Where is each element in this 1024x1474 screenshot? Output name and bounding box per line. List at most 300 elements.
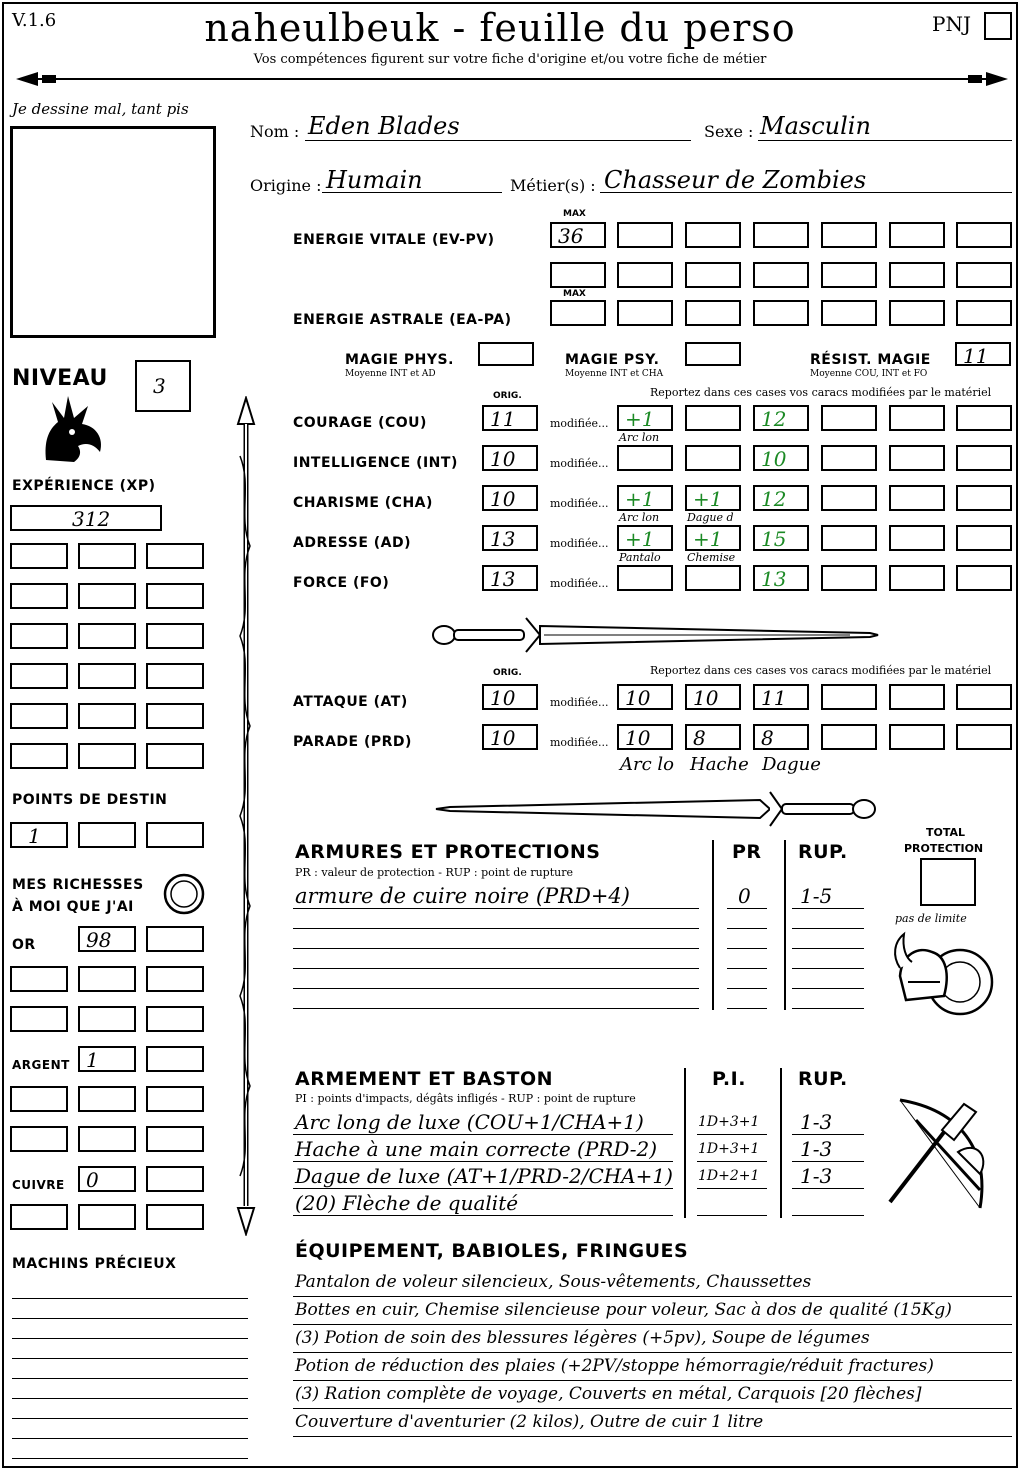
stat-label: INTELLIGENCE (INT): [293, 455, 458, 471]
armor-pr-line[interactable]: [727, 948, 767, 949]
stat-mod-box-6[interactable]: [956, 525, 1012, 551]
combat-mod-box-3[interactable]: [753, 684, 809, 710]
stat-mod-box-3-value: 12: [761, 407, 787, 431]
stat-orig-box-value: 13: [490, 527, 516, 551]
xp-box-1-3[interactable]: [146, 543, 204, 569]
weapons-divider-2: [780, 1068, 782, 1218]
weapon-item-rup[interactable]: 1-3: [800, 1137, 833, 1161]
stat-mod-box-5[interactable]: [889, 565, 945, 591]
stat-mod-box-4[interactable]: [821, 405, 877, 431]
staff-icon: [226, 396, 266, 1236]
magic-psy-sub: Moyenne INT et CHA: [565, 369, 664, 379]
ev-box-6[interactable]: [956, 222, 1012, 248]
combat-mod-box-2-value: 8: [693, 726, 706, 750]
precious-line[interactable]: [12, 1398, 248, 1399]
xp-box[interactable]: [10, 505, 162, 531]
combat-mod-box-1[interactable]: [617, 724, 673, 750]
stat-modif-label: modifiée...: [550, 417, 609, 430]
weapon-item-pi[interactable]: 1D+3+1: [698, 1114, 760, 1130]
stat-mod-box-1-value: +1: [625, 407, 655, 431]
xp-value: 312: [72, 507, 111, 531]
combat-mod-box-6[interactable]: [956, 724, 1012, 750]
wealth-box-1-2-value: 98: [86, 928, 112, 952]
combat-caption-1: Arc lo: [620, 754, 674, 775]
silver-label: ARGENT: [12, 1058, 70, 1072]
armor-name-line[interactable]: [293, 928, 699, 929]
ev-box2-6[interactable]: [889, 262, 945, 288]
weapon-pi-line[interactable]: [697, 1215, 767, 1216]
armor-pr-line[interactable]: [727, 908, 767, 909]
ev-box2-1[interactable]: [550, 262, 606, 288]
weapons-title: ARMEMENT ET BASTON: [295, 1068, 554, 1090]
equipment-line[interactable]: [293, 1380, 1012, 1381]
weapon-rup-line[interactable]: [792, 1215, 864, 1216]
stats-orig-label: ORIG.: [493, 391, 522, 401]
weapon-item-rup[interactable]: 1-3: [800, 1164, 833, 1188]
origin-line: [322, 192, 502, 193]
combat-mod-box-3-value: 8: [761, 726, 774, 750]
xp-box-5-3[interactable]: [146, 703, 204, 729]
ea-box-3[interactable]: [753, 300, 809, 326]
armor-rup-line[interactable]: [792, 1008, 864, 1009]
stat-mod-note: Dague d: [687, 511, 734, 524]
ev-max-value: 36: [558, 224, 584, 248]
xp-box-2-1[interactable]: [10, 583, 68, 609]
equipment-item[interactable]: (3) Ration complète de voyage, Couverts en métal, Carquois [20 flèches]: [295, 1384, 922, 1404]
combat-mod-box-2[interactable]: [685, 684, 741, 710]
precious-line[interactable]: [12, 1318, 248, 1319]
ea-label: ENERGIE ASTRALE (EA-PA): [293, 312, 512, 328]
xp-box-4-1[interactable]: [10, 663, 68, 689]
stat-mod-box-6[interactable]: [956, 405, 1012, 431]
stat-modif-label: modifiée...: [550, 577, 609, 590]
wealth-box-1-2[interactable]: [78, 926, 136, 952]
destiny-box-3[interactable]: [146, 822, 204, 848]
stat-mod-note: Arc lon: [619, 431, 660, 444]
weapons-divider-1: [684, 1068, 686, 1218]
armor-pr-line[interactable]: [727, 1008, 767, 1009]
weapon-item-rup[interactable]: 1-3: [800, 1110, 833, 1134]
level-box[interactable]: [135, 360, 191, 412]
armor-name-line[interactable]: [293, 988, 699, 989]
job-line: [600, 192, 1012, 193]
armor-pr-label: PR: [732, 841, 762, 863]
combat-mod-box-4[interactable]: [821, 724, 877, 750]
ea-max-label: MAX: [563, 289, 586, 299]
wealth-label-2: À MOI QUE J'AI: [12, 899, 134, 915]
weapon-item-name[interactable]: Hache à une main correcte (PRD-2): [295, 1137, 658, 1161]
xp-box-1-2[interactable]: [78, 543, 136, 569]
armor-name-line[interactable]: [293, 908, 699, 909]
coin-icon: [162, 872, 206, 916]
stat-mod-box-2[interactable]: [685, 485, 741, 511]
equipment-item[interactable]: Couverture d'aventurier (2 kilos), Outre de cuir 1 litre: [295, 1412, 764, 1432]
stat-mod-box-1[interactable]: [617, 445, 673, 471]
xp-box-6-1[interactable]: [10, 743, 68, 769]
stat-mod-box-3[interactable]: [753, 405, 809, 431]
stat-label: CHARISME (CHA): [293, 495, 433, 511]
wealth-box-6-1[interactable]: [10, 1126, 68, 1152]
combat-orig-box[interactable]: [482, 684, 538, 710]
stat-mod-box-3[interactable]: [753, 525, 809, 551]
equipment-line[interactable]: [293, 1436, 1012, 1437]
portrait-box[interactable]: [10, 126, 216, 338]
ev-box2-3[interactable]: [685, 262, 741, 288]
combat-caption-3: Dague: [762, 754, 821, 775]
xp-box-3-3[interactable]: [146, 623, 204, 649]
stat-orig-box-value: 11: [490, 407, 516, 431]
stat-mod-box-4[interactable]: [821, 485, 877, 511]
wealth-box-8-1[interactable]: [10, 1204, 68, 1230]
stat-mod-box-2-value: +1: [693, 527, 723, 551]
equipment-line[interactable]: [293, 1324, 1012, 1325]
weapon-name-line[interactable]: [293, 1161, 673, 1162]
xp-box-4-3[interactable]: [146, 663, 204, 689]
ev-box2-2[interactable]: [617, 262, 673, 288]
stat-mod-box-6[interactable]: [956, 445, 1012, 471]
ev-box2-5[interactable]: [821, 262, 877, 288]
stat-mod-box-3-value: 13: [761, 567, 787, 591]
wealth-box-3-2[interactable]: [78, 1006, 136, 1032]
wealth-box-2-3[interactable]: [146, 966, 204, 992]
weapon-name-line[interactable]: [293, 1188, 673, 1189]
stat-mod-box-1-value: +1: [625, 527, 655, 551]
magic-phys-sub: Moyenne INT et AD: [345, 369, 436, 379]
wealth-box-8-2[interactable]: [78, 1204, 136, 1230]
xp-label: EXPÉRIENCE (XP): [12, 478, 156, 494]
stat-mod-box-5[interactable]: [889, 485, 945, 511]
equipment-line[interactable]: [293, 1296, 1012, 1297]
magic-psy-box[interactable]: [685, 342, 741, 366]
combat-mod-box-1[interactable]: [617, 684, 673, 710]
stat-modif-label: modifiée...: [550, 497, 609, 510]
xp-box-3-2[interactable]: [78, 623, 136, 649]
ev-max-box[interactable]: [550, 222, 606, 248]
armor-pr-line[interactable]: [727, 988, 767, 989]
wealth-box-6-3[interactable]: [146, 1126, 204, 1152]
combat-report-note: Reportez dans ces cases vos caracs modifiées par le matériel: [650, 664, 992, 677]
level-label: NIVEAU: [12, 366, 108, 391]
helmet-shield-icon: [888, 926, 998, 1026]
ev-box-2[interactable]: [685, 222, 741, 248]
stat-orig-box-value: 13: [490, 567, 516, 591]
xp-box-5-1[interactable]: [10, 703, 68, 729]
ea-max-box[interactable]: [550, 300, 606, 326]
portrait-caption: Je dessine mal, tant pis: [12, 100, 189, 118]
stat-mod-box-3[interactable]: [753, 565, 809, 591]
equipment-line[interactable]: [293, 1352, 1012, 1353]
wealth-box-1-3[interactable]: [146, 926, 204, 952]
wealth-box-7-3[interactable]: [146, 1166, 204, 1192]
precious-line[interactable]: [12, 1418, 248, 1419]
stat-orig-box[interactable]: [482, 405, 538, 431]
armor-name-line[interactable]: [293, 948, 699, 949]
xp-box-6-3[interactable]: [146, 743, 204, 769]
stat-label: ADRESSE (AD): [293, 535, 412, 551]
weapon-item-name[interactable]: (20) Flèche de qualité: [295, 1191, 519, 1215]
gold-label: OR: [12, 937, 36, 953]
total-protection-box[interactable]: [920, 858, 976, 906]
armor-name-line[interactable]: [293, 1008, 699, 1009]
stat-orig-box[interactable]: [482, 565, 538, 591]
level-value: 3: [153, 374, 166, 398]
wealth-box-7-2[interactable]: [78, 1166, 136, 1192]
job-value[interactable]: Chasseur de Zombies: [604, 166, 867, 194]
ea-box-2[interactable]: [685, 300, 741, 326]
combat-mod-box-5[interactable]: [889, 684, 945, 710]
armor-rup-label: RUP.: [798, 841, 848, 863]
weapon-pi-line[interactable]: [697, 1188, 767, 1189]
ea-box-6[interactable]: [956, 300, 1012, 326]
combat-caption-2: Hache: [690, 754, 749, 775]
combat-modif-label: modifiée...: [550, 696, 609, 709]
ev-max-label: MAX: [563, 209, 586, 219]
wealth-box-5-3[interactable]: [146, 1086, 204, 1112]
sex-label: Sexe :: [704, 122, 754, 141]
combat-orig-box-value: 10: [490, 686, 516, 710]
weapon-pi-line[interactable]: [697, 1134, 767, 1135]
npc-label: PNJ: [932, 12, 971, 36]
stat-mod-note: Chemise: [687, 551, 736, 564]
xp-box-6-2[interactable]: [78, 743, 136, 769]
wealth-box-8-3[interactable]: [146, 1204, 204, 1230]
stat-mod-box-3[interactable]: [753, 445, 809, 471]
destiny-value: 1: [28, 824, 41, 848]
stats-report-note: Reportez dans ces cases vos caracs modifiées par le matériel: [650, 386, 992, 399]
equipment-item[interactable]: (3) Potion de soin des blessures légères (+5pv), Soupe de légumes: [295, 1328, 870, 1348]
armor-name-line[interactable]: [293, 968, 699, 969]
ev-box2-4[interactable]: [753, 262, 809, 288]
combat-mod-box-2[interactable]: [685, 724, 741, 750]
weapon-item-name[interactable]: Arc long de luxe (COU+1/CHA+1): [295, 1110, 644, 1134]
combat-label: PARADE (PRD): [293, 734, 412, 750]
origin-value[interactable]: Humain: [326, 166, 423, 194]
weapon-item-pi[interactable]: 1D+3+1: [698, 1141, 760, 1157]
wealth-box-3-1[interactable]: [10, 1006, 68, 1032]
armor-title: ARMURES ET PROTECTIONS: [295, 841, 601, 863]
xp-box-2-2[interactable]: [78, 583, 136, 609]
stat-modif-label: modifiée...: [550, 537, 609, 550]
wealth-box-4-2-value: 1: [86, 1048, 99, 1072]
stat-label: COURAGE (COU): [293, 415, 427, 431]
destiny-box-1[interactable]: [10, 822, 68, 848]
wealth-box-5-2[interactable]: [78, 1086, 136, 1112]
wealth-box-5-1[interactable]: [10, 1086, 68, 1112]
armor-rup-line[interactable]: [792, 928, 864, 929]
sheet-subtitle: Vos compétences figurent sur votre fiche d'origine et/ou votre fiche de métier: [253, 52, 767, 67]
weapons-pi-label: P.I.: [712, 1068, 746, 1090]
magic-phys-label: MAGIE PHYS.: [345, 352, 454, 368]
version-label: V.1.6: [12, 10, 57, 31]
stat-label: FORCE (FO): [293, 575, 390, 591]
combat-mod-box-1-value: 10: [625, 686, 651, 710]
wealth-box-7-2-value: 0: [86, 1168, 99, 1192]
ev-label: ENERGIE VITALE (EV-PV): [293, 232, 495, 248]
stat-mod-box-1[interactable]: [617, 565, 673, 591]
equipment-item[interactable]: Bottes en cuir, Chemise silencieuse pour voleur, Sac à dos de qualité (15Kg): [295, 1300, 952, 1320]
stat-mod-box-4[interactable]: [821, 445, 877, 471]
stat-mod-box-3[interactable]: [753, 485, 809, 511]
weapon-item-pi[interactable]: 1D+2+1: [698, 1168, 760, 1184]
stat-mod-box-5[interactable]: [889, 525, 945, 551]
origin-label: Origine :: [250, 176, 322, 195]
precious-label: MACHINS PRÉCIEUX: [12, 1256, 177, 1272]
name-line: [305, 140, 691, 141]
stat-mod-box-4[interactable]: [821, 565, 877, 591]
stat-mod-box-5[interactable]: [889, 405, 945, 431]
stat-mod-box-1[interactable]: [617, 485, 673, 511]
equipment-title: ÉQUIPEMENT, BABIOLES, FRINGUES: [295, 1240, 689, 1262]
weapon-name-line[interactable]: [293, 1215, 673, 1216]
stat-mod-box-3-value: 10: [761, 447, 787, 471]
precious-line[interactable]: [12, 1358, 248, 1359]
spear-divider: [8, 66, 1014, 92]
stat-orig-box[interactable]: [482, 485, 538, 511]
sheet-title: naheulbeuk - feuille du perso: [204, 6, 796, 50]
stat-orig-box-value: 10: [490, 487, 516, 511]
armor-rup-line[interactable]: [792, 968, 864, 969]
sex-line: [758, 140, 1012, 141]
armor-rup-line[interactable]: [792, 948, 864, 949]
armor-pr-line[interactable]: [727, 928, 767, 929]
combat-label: ATTAQUE (AT): [293, 694, 408, 710]
weapons-rup-label: RUP.: [798, 1068, 848, 1090]
combat-mod-box-5[interactable]: [889, 724, 945, 750]
stat-mod-box-2[interactable]: [685, 445, 741, 471]
weapon-name-line[interactable]: [293, 1134, 673, 1135]
combat-mod-box-2-value: 10: [693, 686, 719, 710]
stat-mod-box-6[interactable]: [956, 485, 1012, 511]
weapon-rup-line[interactable]: [792, 1161, 864, 1162]
magic-phys-box[interactable]: [478, 342, 534, 366]
combat-mod-box-6[interactable]: [956, 684, 1012, 710]
armor-rup-line[interactable]: [792, 988, 864, 989]
job-label: Métier(s) :: [510, 176, 596, 195]
total-label-2: PROTECTION: [904, 842, 984, 855]
armor-item-pr[interactable]: 0: [738, 884, 751, 908]
stat-mod-box-1[interactable]: [617, 525, 673, 551]
copper-label: CUIVRE: [12, 1178, 65, 1192]
ea-box-1[interactable]: [617, 300, 673, 326]
ev-box-3[interactable]: [753, 222, 809, 248]
total-label-1: TOTAL: [926, 826, 966, 839]
weapon-rup-line[interactable]: [792, 1188, 864, 1189]
name-value[interactable]: Eden Blades: [308, 112, 460, 140]
weapon-rup-line[interactable]: [792, 1134, 864, 1135]
wealth-box-4-2[interactable]: [78, 1046, 136, 1072]
destiny-label: POINTS DE DESTIN: [12, 792, 168, 808]
magic-resist-value: 11: [963, 344, 989, 368]
precious-line[interactable]: [12, 1298, 248, 1299]
combat-orig-box-value: 10: [490, 726, 516, 750]
precious-line[interactable]: [12, 1438, 248, 1439]
stat-mod-note: Arc lon: [619, 511, 660, 524]
armor-pr-line[interactable]: [727, 968, 767, 969]
stat-modif-label: modifiée...: [550, 457, 609, 470]
stat-orig-box[interactable]: [482, 445, 538, 471]
stat-mod-box-1-value: +1: [625, 487, 655, 511]
stat-mod-box-2[interactable]: [685, 565, 741, 591]
equipment-item[interactable]: Pantalon de voleur silencieux, Sous-vêtements, Chaussettes: [295, 1272, 812, 1292]
stat-mod-box-6[interactable]: [956, 565, 1012, 591]
wealth-box-3-3[interactable]: [146, 1006, 204, 1032]
weapon-pi-line[interactable]: [697, 1161, 767, 1162]
destiny-box-2[interactable]: [78, 822, 136, 848]
stat-orig-box-value: 10: [490, 447, 516, 471]
ev-box-5[interactable]: [889, 222, 945, 248]
ea-box-5[interactable]: [889, 300, 945, 326]
stat-orig-box[interactable]: [482, 525, 538, 551]
equipment-line[interactable]: [293, 1408, 1012, 1409]
magic-resist-label: RÉSIST. MAGIE: [810, 352, 931, 368]
combat-mod-box-4[interactable]: [821, 684, 877, 710]
name-label: Nom :: [250, 122, 300, 141]
equipment-item[interactable]: Potion de réduction des plaies (+2PV/stoppe hémorragie/réduit fractures): [295, 1356, 934, 1376]
stat-mod-box-1[interactable]: [617, 405, 673, 431]
stat-mod-box-2[interactable]: [685, 525, 741, 551]
stat-mod-box-5[interactable]: [889, 445, 945, 471]
sword-icon: [430, 612, 880, 658]
magic-resist-box[interactable]: [955, 342, 1011, 366]
wealth-box-6-2[interactable]: [78, 1126, 136, 1152]
precious-line[interactable]: [12, 1458, 248, 1459]
stat-mod-box-3-value: 12: [761, 487, 787, 511]
stat-mod-box-3-value: 15: [761, 527, 787, 551]
magic-psy-label: MAGIE PSY.: [565, 352, 660, 368]
combat-orig-box[interactable]: [482, 724, 538, 750]
armor-sub: PR : valeur de protection - RUP : point de rupture: [295, 866, 573, 879]
combat-orig-label: ORIG.: [493, 668, 522, 678]
ea-box-4[interactable]: [821, 300, 877, 326]
combat-mod-box-3-value: 11: [761, 686, 787, 710]
precious-line[interactable]: [12, 1378, 248, 1379]
stat-mod-note: Pantalo: [619, 551, 661, 564]
weapons-icon: [880, 1090, 1000, 1215]
magic-resist-sub: Moyenne COU, INT et FO: [810, 369, 928, 379]
wealth-label-1: MES RICHESSES: [12, 877, 144, 893]
sex-value[interactable]: Masculin: [760, 112, 871, 140]
armor-item-rup[interactable]: 1-5: [800, 884, 833, 908]
armor-item-name[interactable]: armure de cuire noire (PRD+4): [295, 884, 630, 908]
xp-box-4-2[interactable]: [78, 663, 136, 689]
xp-box-1-1[interactable]: [10, 543, 68, 569]
dragon-icon: [38, 392, 108, 464]
ev-box-1[interactable]: [617, 222, 673, 248]
weapon-item-name[interactable]: Dague de luxe (AT+1/PRD-2/CHA+1): [295, 1164, 673, 1188]
xp-box-3-1[interactable]: [10, 623, 68, 649]
combat-modif-label: modifiée...: [550, 736, 609, 749]
xp-box-2-3[interactable]: [146, 583, 204, 609]
armor-rup-line[interactable]: [792, 908, 864, 909]
wealth-box-2-2[interactable]: [78, 966, 136, 992]
armor-divider-1: [712, 840, 714, 1010]
stat-mod-box-2[interactable]: [685, 405, 741, 431]
weapons-sub: PI : points d'impacts, dégâts infligés - RUP : point de rupture: [295, 1092, 636, 1105]
xp-box-5-2[interactable]: [78, 703, 136, 729]
npc-checkbox[interactable]: [984, 12, 1012, 40]
wealth-box-4-3[interactable]: [146, 1046, 204, 1072]
precious-line[interactable]: [12, 1338, 248, 1339]
ev-box2-7[interactable]: [956, 262, 1012, 288]
combat-mod-box-3[interactable]: [753, 724, 809, 750]
armor-divider-2: [784, 840, 786, 1010]
stat-mod-box-4[interactable]: [821, 525, 877, 551]
wealth-box-2-1[interactable]: [10, 966, 68, 992]
combat-mod-box-1-value: 10: [625, 726, 651, 750]
ev-box-4[interactable]: [821, 222, 877, 248]
sword-icon-2: [430, 786, 880, 832]
stat-mod-box-2-value: +1: [693, 487, 723, 511]
